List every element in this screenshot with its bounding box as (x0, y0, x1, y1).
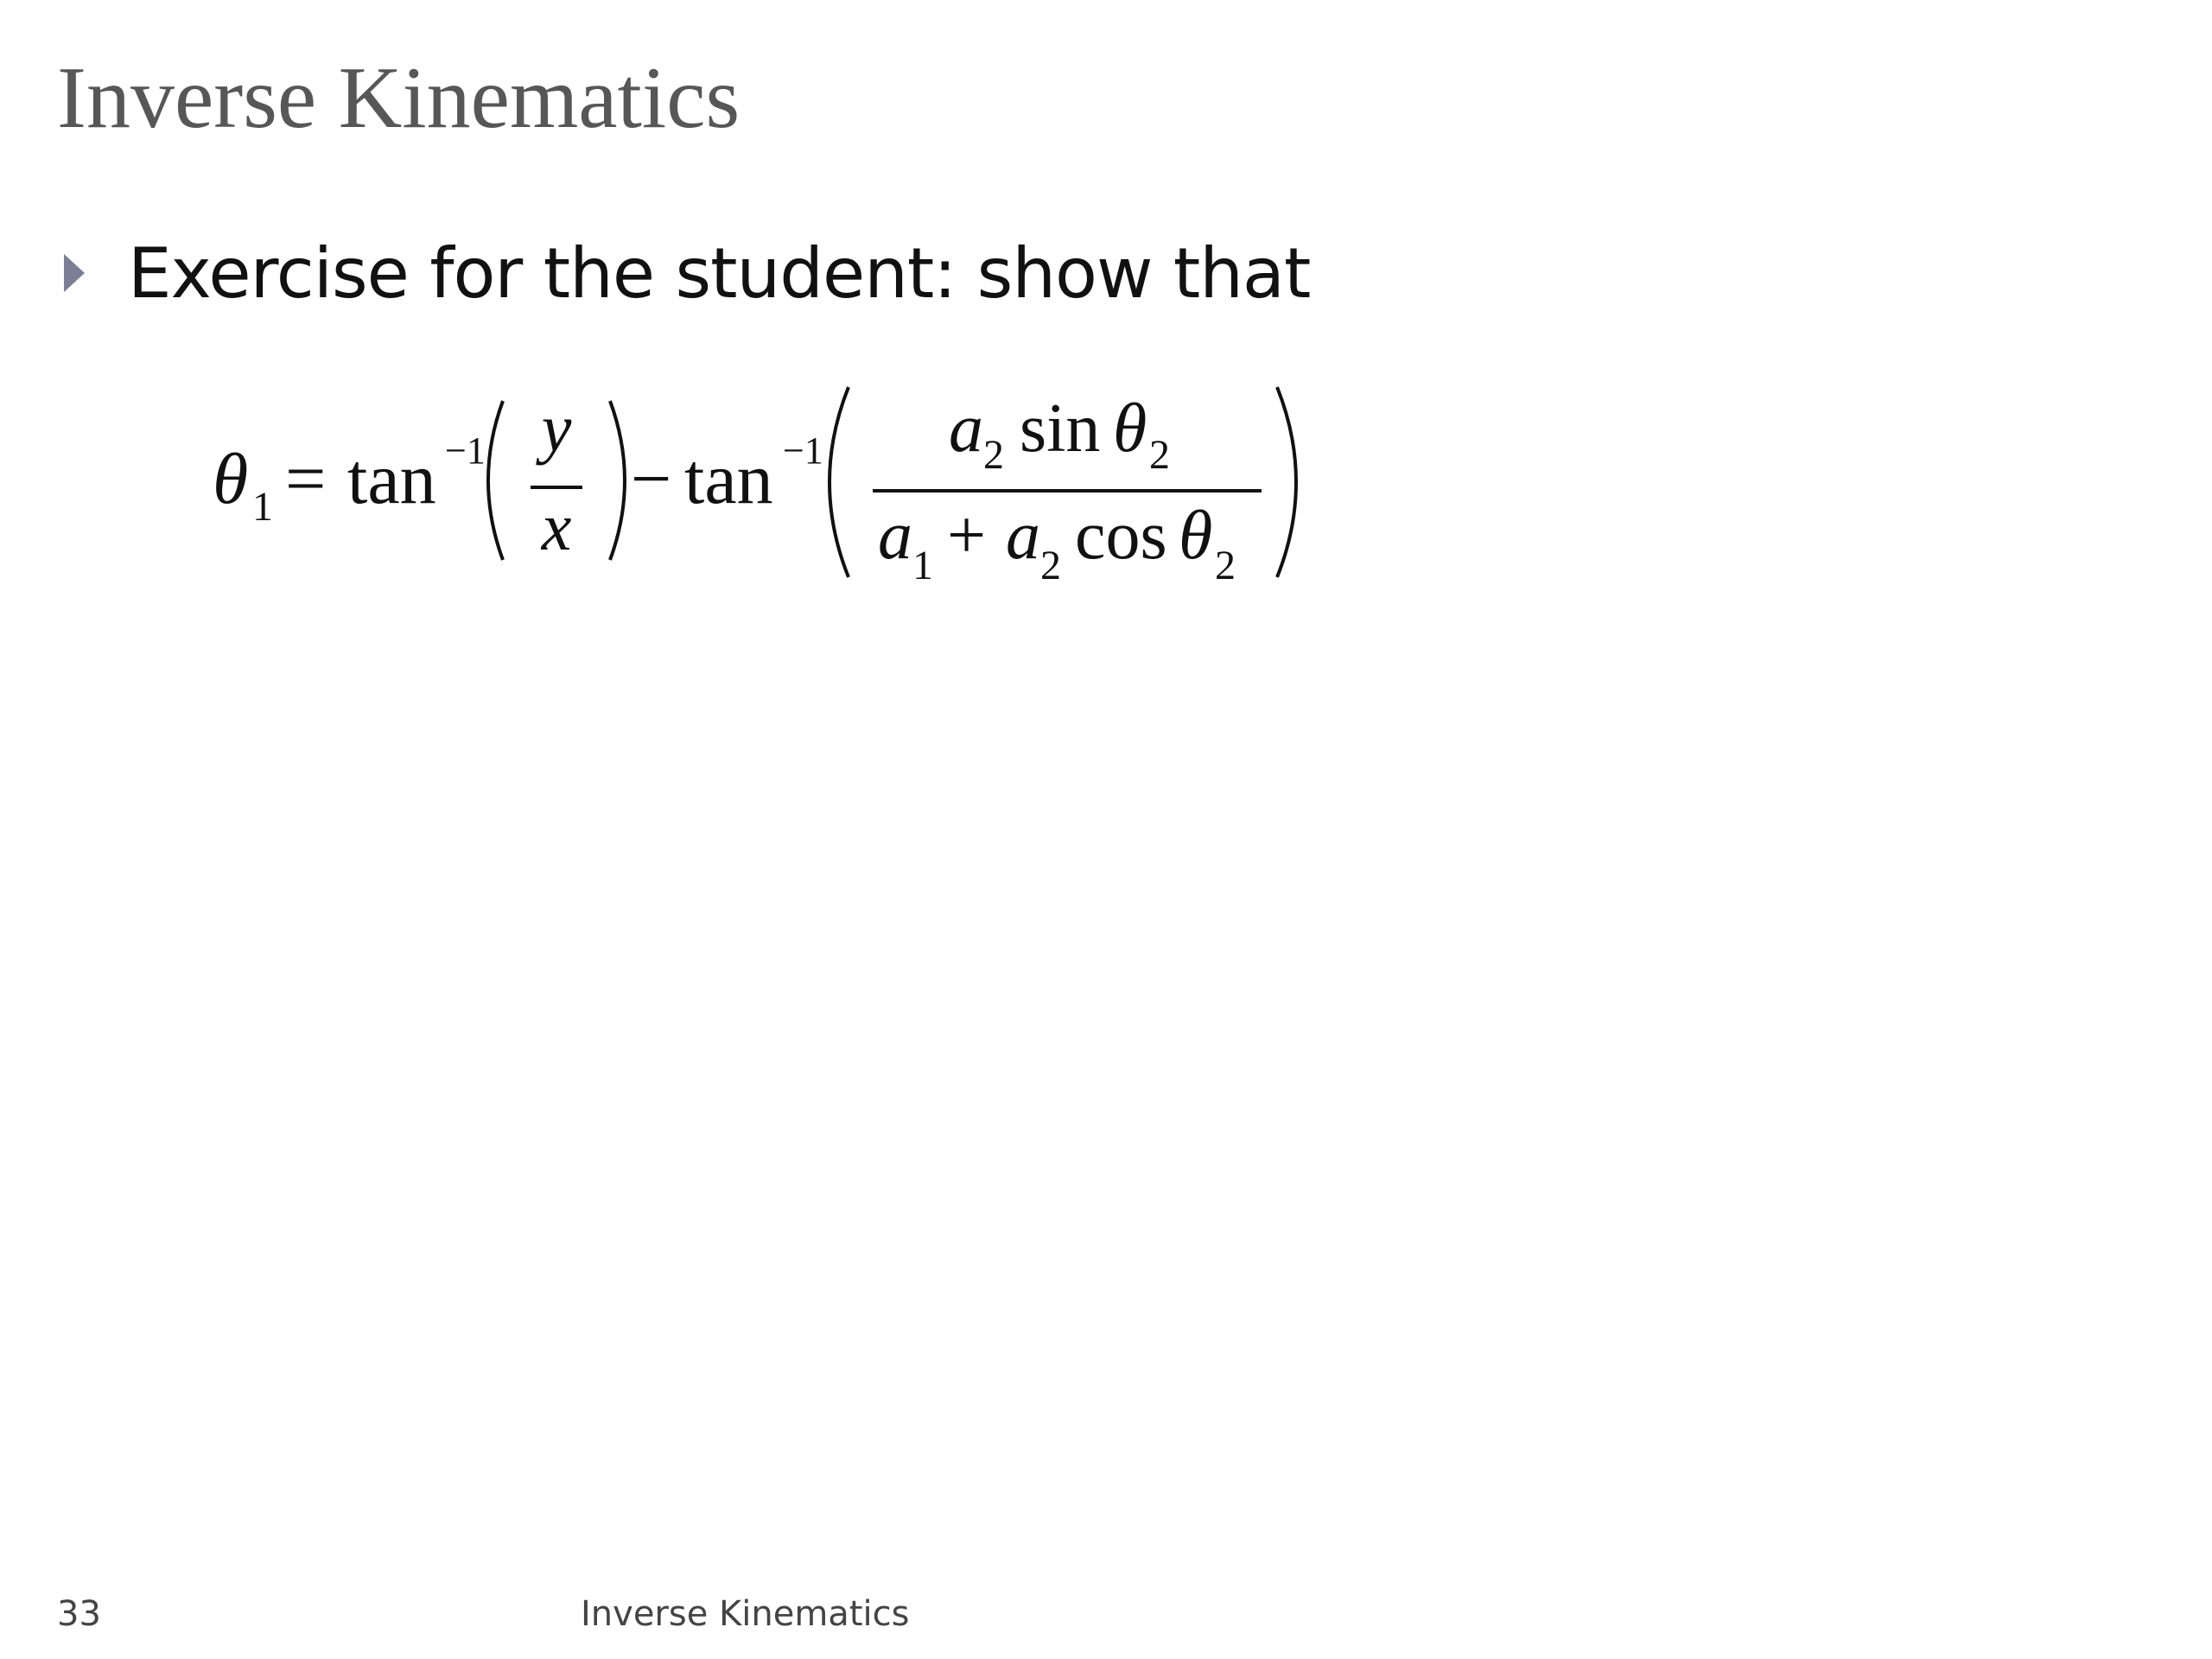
eq-equals: = (285, 439, 327, 519)
eq-frac1-denominator: x (541, 489, 572, 564)
footer-title: Inverse Kinematics (581, 1594, 910, 1634)
bullet-item (60, 221, 1310, 325)
eq-den-cos: cos (1075, 498, 1167, 574)
eq-right-paren-1 (610, 401, 625, 560)
eq-num-theta: θ (1113, 391, 1147, 467)
eq-tan-2-superscript: −1 (783, 429, 823, 472)
eq-num-a: a (949, 391, 983, 467)
triangle-right-icon (60, 251, 88, 296)
eq-theta-1-subscript: 1 (252, 484, 273, 530)
eq-right-paren-2 (1277, 387, 1296, 577)
eq-minus: − (631, 439, 672, 519)
eq-den-theta-subscript: 2 (1215, 543, 1236, 588)
eq-tan-1-superscript: −1 (445, 429, 486, 472)
eq-num-theta-subscript: 2 (1149, 432, 1170, 478)
eq-den-plus: + (947, 498, 987, 574)
eq-left-paren-1 (488, 401, 503, 560)
eq-den-theta: θ (1179, 498, 1213, 574)
eq-frac1-numerator: y (541, 391, 572, 466)
eq-num-sin: sin (1020, 391, 1101, 467)
equation (199, 372, 1322, 613)
eq-den-a2-subscript: 2 (1040, 543, 1061, 588)
eq-den-a1-subscript: 1 (912, 543, 933, 588)
eq-left-paren-2 (830, 387, 849, 577)
eq-tan-2: tan (684, 439, 773, 519)
slide-title: Inverse Kinematics (57, 49, 741, 147)
eq-tan-1: tan (347, 439, 436, 519)
footer-page-number: 33 (57, 1594, 101, 1634)
eq-den-a1: a (878, 498, 912, 574)
eq-num-a-subscript: 2 (983, 432, 1004, 478)
bullet-text: Exercise for the student: show that (128, 232, 1311, 314)
eq-theta-1: θ (213, 439, 249, 519)
eq-den-a2: a (1006, 498, 1040, 574)
